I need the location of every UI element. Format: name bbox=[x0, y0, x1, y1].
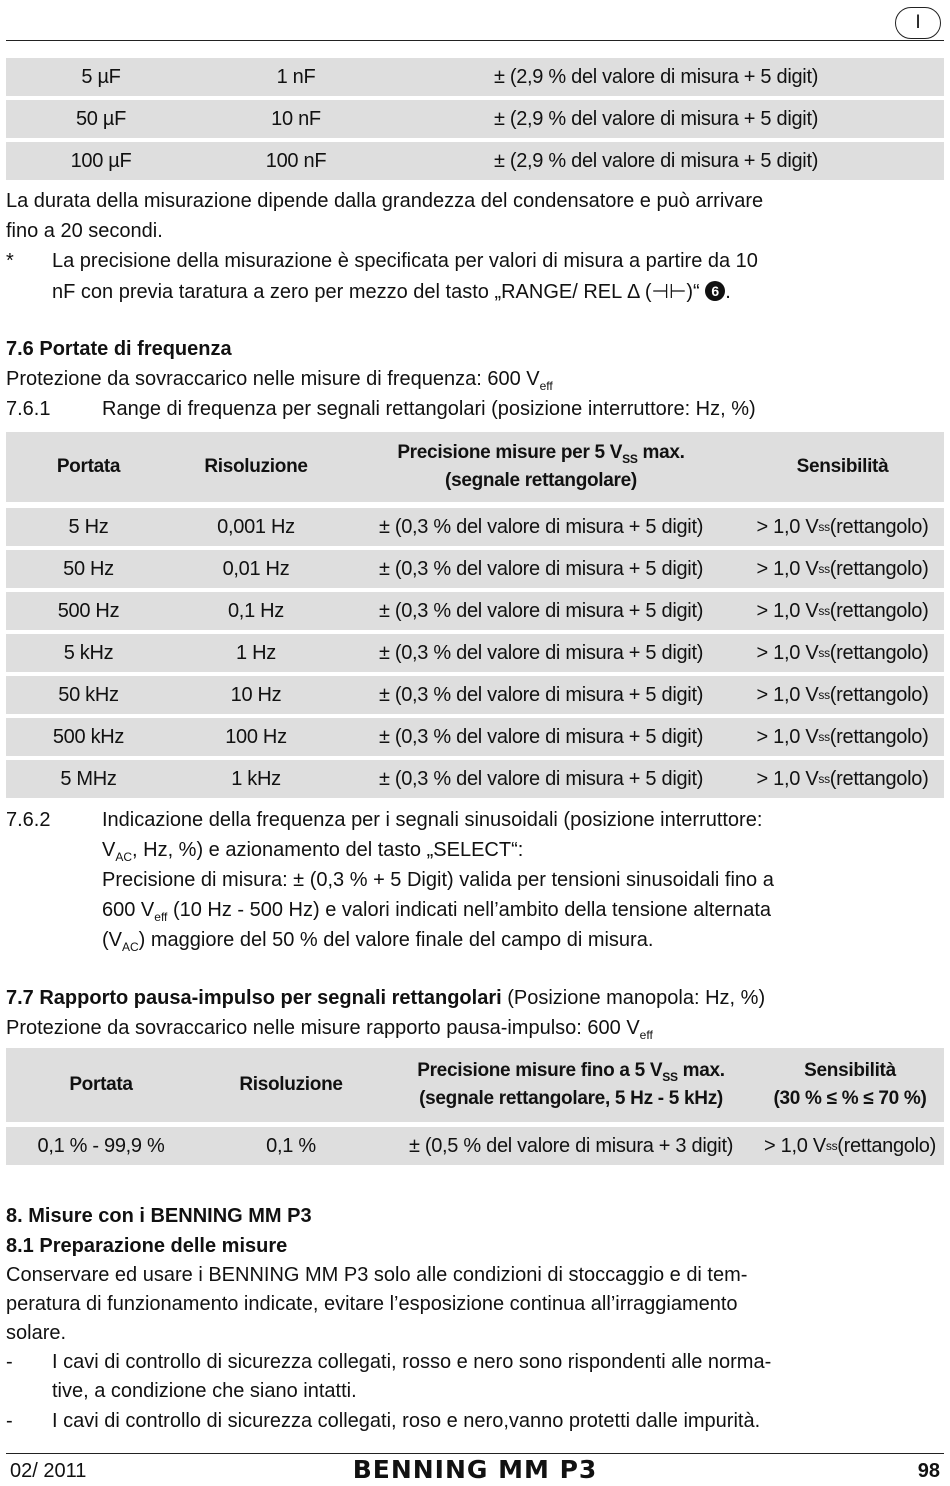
accuracy-cell: ± (0,3 % del valore di misura + 5 digit) bbox=[378, 515, 704, 538]
header-accuracy-a: Precisione misure fino a 5 V bbox=[417, 1060, 663, 1082]
range-cell: 5 µF bbox=[81, 65, 121, 88]
range-cell: 500 kHz bbox=[52, 725, 125, 748]
resolution-cell: 100 Hz bbox=[225, 725, 287, 748]
sensitivity-cell: > 1,0 V ss (rettangolo) bbox=[764, 1134, 936, 1157]
prep-text-3: solare. bbox=[6, 1322, 67, 1344]
range-cell: 5 MHz bbox=[60, 767, 117, 790]
resolution-cell: 1 nF bbox=[276, 65, 316, 88]
section-title-7-7 bbox=[6, 983, 765, 1013]
sine-text-4b: (10 Hz - 500 Hz) e valori indicati nell’ambito della tensione alternata bbox=[167, 899, 772, 921]
table-row bbox=[6, 760, 944, 798]
header-range: Portata bbox=[56, 456, 121, 478]
accuracy-cell: ± (0,3 % del valore di misura + 5 digit) bbox=[378, 599, 704, 622]
resolution-cell: 0,1 Hz bbox=[227, 599, 284, 622]
sens-prefix: > 1,0 V bbox=[756, 515, 819, 538]
sensitivity-cell: > 1,0 V ss (rettangolo) bbox=[756, 767, 929, 790]
range-cell: 50 Hz bbox=[63, 557, 114, 580]
table-row bbox=[6, 508, 944, 546]
sens-prefix: > 1,0 V bbox=[764, 1134, 826, 1157]
note-text-2 bbox=[52, 276, 731, 307]
accuracy-cell: ± (2,9 % del valore di misura + 5 digit) bbox=[493, 107, 819, 130]
range-cell: 100 µF bbox=[70, 149, 132, 172]
table-header-row bbox=[6, 1048, 944, 1122]
accuracy-cell: ± (2,9 % del valore di misura + 5 digit) bbox=[493, 149, 819, 172]
resolution-cell: 10 nF bbox=[271, 107, 321, 130]
sine-text-5a: (V bbox=[102, 929, 122, 951]
note-text-1: La precisione della misurazione è specificata per valori di misura a partire da 10 bbox=[52, 250, 758, 272]
table-row bbox=[6, 676, 944, 714]
sine-text-1: Indicazione della frequenza per i segnali sinusoidali (posizione interruttore: bbox=[102, 809, 763, 831]
sens-prefix: > 1,0 V bbox=[756, 599, 819, 622]
range-cell: 50 µF bbox=[75, 107, 127, 130]
sensitivity-cell: > 1,0 V ss (rettangolo) bbox=[756, 557, 929, 580]
bullet-1-text-2: tive, a condizione che siano intatti. bbox=[52, 1380, 357, 1402]
freq-protection-main: Protezione da sovraccarico nelle misure di frequenza: 600 V bbox=[6, 368, 540, 390]
bullet-dash: - bbox=[6, 1351, 13, 1373]
bullet-1-text-1: I cavi di controllo di sicurezza collegati, rosso e nero sono rispondenti alle norma- bbox=[52, 1351, 772, 1373]
note-marker: * bbox=[6, 250, 14, 272]
table-header-row bbox=[6, 432, 944, 502]
resolution-cell: 1 kHz bbox=[231, 767, 281, 790]
footer-rule bbox=[6, 1453, 944, 1454]
sens-prefix: > 1,0 V bbox=[756, 641, 819, 664]
duty-protection-text bbox=[6, 1013, 653, 1043]
note-text-2a: nF con previa taratura a zero per mezzo del tasto „RANGE/ REL Δ ( bbox=[52, 281, 652, 303]
header-sensitivity-line1: Sensibilità bbox=[804, 1060, 896, 1082]
sens-prefix: > 1,0 V bbox=[756, 767, 819, 790]
header-accuracy bbox=[341, 432, 741, 502]
note-text-2b: )“ bbox=[686, 281, 700, 303]
resolution-cell: 0,001 Hz bbox=[217, 515, 295, 538]
accuracy-cell: ± (0,5 % del valore di misura + 3 digit) bbox=[408, 1134, 734, 1157]
sens-suffix: (rettangolo) bbox=[829, 683, 929, 706]
capacitor-icon: ⊣⊢ bbox=[651, 279, 687, 303]
header-accuracy-line1 bbox=[397, 439, 684, 467]
accuracy-cell: ± (0,3 % del valore di misura + 5 digit) bbox=[378, 725, 704, 748]
header-accuracy-sub: SS bbox=[622, 452, 638, 467]
resolution-cell: 0,01 Hz bbox=[222, 557, 290, 580]
duty-protection-main: Protezione da sovraccarico nelle misure rapporto pausa-impulso: 600 V bbox=[6, 1017, 640, 1039]
table-row bbox=[6, 550, 944, 588]
footer-date: 02/ 2011 bbox=[10, 1460, 87, 1482]
bullet-2-text: I cavi di controllo di sicurezza collegati, roso e nero,vanno protetti dalle impurità. bbox=[52, 1410, 761, 1432]
header-rule bbox=[6, 40, 944, 41]
header-accuracy bbox=[386, 1048, 756, 1122]
subsection-number-7-6-1: 7.6.1 bbox=[6, 398, 51, 420]
sensitivity-cell: > 1,0 V ss (rettangolo) bbox=[756, 683, 929, 706]
page-number: 98 bbox=[917, 1460, 940, 1482]
header-sensitivity: Sensibilità bbox=[796, 456, 889, 478]
header-accuracy-line1 bbox=[417, 1057, 725, 1085]
sensitivity-cell: > 1,0 V ss (rettangolo) bbox=[756, 725, 929, 748]
range-cell: 50 kHz bbox=[58, 683, 119, 706]
table-row bbox=[6, 634, 944, 672]
reference-badge: 6 bbox=[705, 281, 725, 301]
subsection-text-7-6-1: Range di frequenza per segnali rettangolari (posizione interruttore: Hz, %) bbox=[102, 398, 756, 420]
sine-text-2a: V bbox=[102, 839, 116, 861]
sens-suffix: (rettangolo) bbox=[829, 641, 929, 664]
resolution-cell: 0,1 % bbox=[266, 1134, 316, 1157]
resolution-cell: 10 Hz bbox=[230, 683, 282, 706]
range-cell: 5 Hz bbox=[68, 515, 109, 538]
header-accuracy-a: Precisione misure per 5 V bbox=[397, 442, 623, 464]
freq-protection-text bbox=[6, 364, 553, 394]
sens-prefix: > 1,0 V bbox=[756, 683, 819, 706]
table-row bbox=[6, 58, 944, 96]
sine-text-5 bbox=[102, 925, 653, 955]
accuracy-cell: ± (0,3 % del valore di misura + 5 digit) bbox=[378, 683, 704, 706]
resolution-cell: 100 nF bbox=[265, 149, 327, 172]
header-accuracy-b: max. bbox=[637, 442, 685, 464]
duration-text-2: fino a 20 secondi. bbox=[6, 220, 163, 242]
accuracy-cell: ± (2,9 % del valore di misura + 5 digit) bbox=[493, 65, 819, 88]
table-row bbox=[6, 718, 944, 756]
range-cell: 500 Hz bbox=[57, 599, 120, 622]
sine-text-2-sub: AC bbox=[115, 850, 133, 864]
section-title-8-1: 8.1 Preparazione delle misure bbox=[6, 1235, 288, 1257]
sine-text-4a: 600 V bbox=[102, 899, 155, 921]
accuracy-cell: ± (0,3 % del valore di misura + 5 digit) bbox=[378, 557, 704, 580]
sens-suffix: (rettangolo) bbox=[829, 767, 929, 790]
sine-text-4-sub: eff bbox=[154, 910, 168, 924]
accuracy-cell: ± (0,3 % del valore di misura + 5 digit) bbox=[378, 641, 704, 664]
header-resolution: Risoluzione bbox=[239, 1074, 343, 1096]
sensitivity-cell: > 1,0 V ss (rettangolo) bbox=[756, 599, 929, 622]
sens-prefix: > 1,0 V bbox=[756, 557, 819, 580]
sine-text-5b: ) maggiore del 50 % del valore finale del campo di misura. bbox=[138, 929, 654, 951]
duration-text-1: La durata della misurazione dipende dalla grandezza del condensatore e può arrivare bbox=[6, 190, 764, 212]
range-cell: 5 kHz bbox=[63, 641, 114, 664]
table-row bbox=[6, 592, 944, 630]
sine-text-5-sub: AC bbox=[122, 940, 139, 954]
table-row bbox=[6, 1127, 944, 1165]
range-cell: 0,1 % - 99,9 % bbox=[37, 1134, 165, 1157]
sens-suffix: (rettangolo) bbox=[829, 515, 929, 538]
header-sensitivity-line2: (30 % ≤ % ≤ 70 %) bbox=[773, 1088, 927, 1109]
sine-text-4 bbox=[102, 895, 771, 925]
table-row bbox=[6, 100, 944, 138]
sensitivity-cell: > 1,0 V ss (rettangolo) bbox=[756, 515, 929, 538]
sens-suffix: (rettangolo) bbox=[829, 725, 929, 748]
prep-text-1: Conservare ed usare i BENNING MM P3 solo alle condizioni di stoccaggio e di tem- bbox=[6, 1264, 748, 1286]
header-accuracy-b: max. bbox=[677, 1060, 725, 1082]
header-accuracy-line2: (segnale rettangolare, 5 Hz - 5 kHz) bbox=[419, 1088, 723, 1109]
sine-text-2b: , Hz, %) e azionamento del tasto „SELECT“: bbox=[132, 839, 524, 861]
section-title-7-7-rest: (Posizione manopola: Hz, %) bbox=[501, 987, 766, 1009]
sine-text-3: Precisione di misura: ± (0,3 % + 5 Digit) valida per tensioni sinusoidali fino a bbox=[102, 869, 774, 891]
sens-suffix: (rettangolo) bbox=[829, 557, 929, 580]
subsection-number-7-6-2: 7.6.2 bbox=[6, 809, 51, 831]
header-resolution: Risoluzione bbox=[204, 456, 308, 478]
prep-text-2: peratura di funzionamento indicate, evitare l’esposizione continua all’irraggiamento bbox=[6, 1293, 738, 1315]
section-title-7-6: 7.6 Portate di frequenza bbox=[6, 338, 232, 360]
section-title-7-7-bold: 7.7 Rapporto pausa-impulso per segnali rettangolari bbox=[6, 987, 502, 1009]
bullet-dash: - bbox=[6, 1410, 13, 1432]
header-range: Portata bbox=[69, 1074, 133, 1096]
header-accuracy-sub: SS bbox=[662, 1070, 678, 1085]
freq-protection-sub: eff bbox=[539, 379, 553, 393]
footer-product: BENNING MM P3 bbox=[352, 1455, 598, 1484]
section-title-8: 8. Misure con i BENNING MM P3 bbox=[6, 1205, 312, 1227]
sens-suffix: (rettangolo) bbox=[829, 599, 929, 622]
resolution-cell: 1 Hz bbox=[236, 641, 276, 664]
accuracy-cell: ± (0,3 % del valore di misura + 5 digit) bbox=[378, 767, 704, 790]
sens-prefix: > 1,0 V bbox=[756, 725, 819, 748]
sine-text-2 bbox=[102, 835, 523, 865]
sensitivity-cell: > 1,0 V ss (rettangolo) bbox=[756, 641, 929, 664]
language-badge: I bbox=[895, 7, 941, 39]
duty-protection-sub: eff bbox=[639, 1028, 653, 1042]
header-accuracy-line2: (segnale rettangolare) bbox=[445, 470, 637, 491]
header-sensitivity bbox=[756, 1048, 944, 1122]
table-row bbox=[6, 142, 944, 180]
sens-suffix: (rettangolo) bbox=[837, 1134, 936, 1157]
note-end: . bbox=[725, 281, 731, 303]
